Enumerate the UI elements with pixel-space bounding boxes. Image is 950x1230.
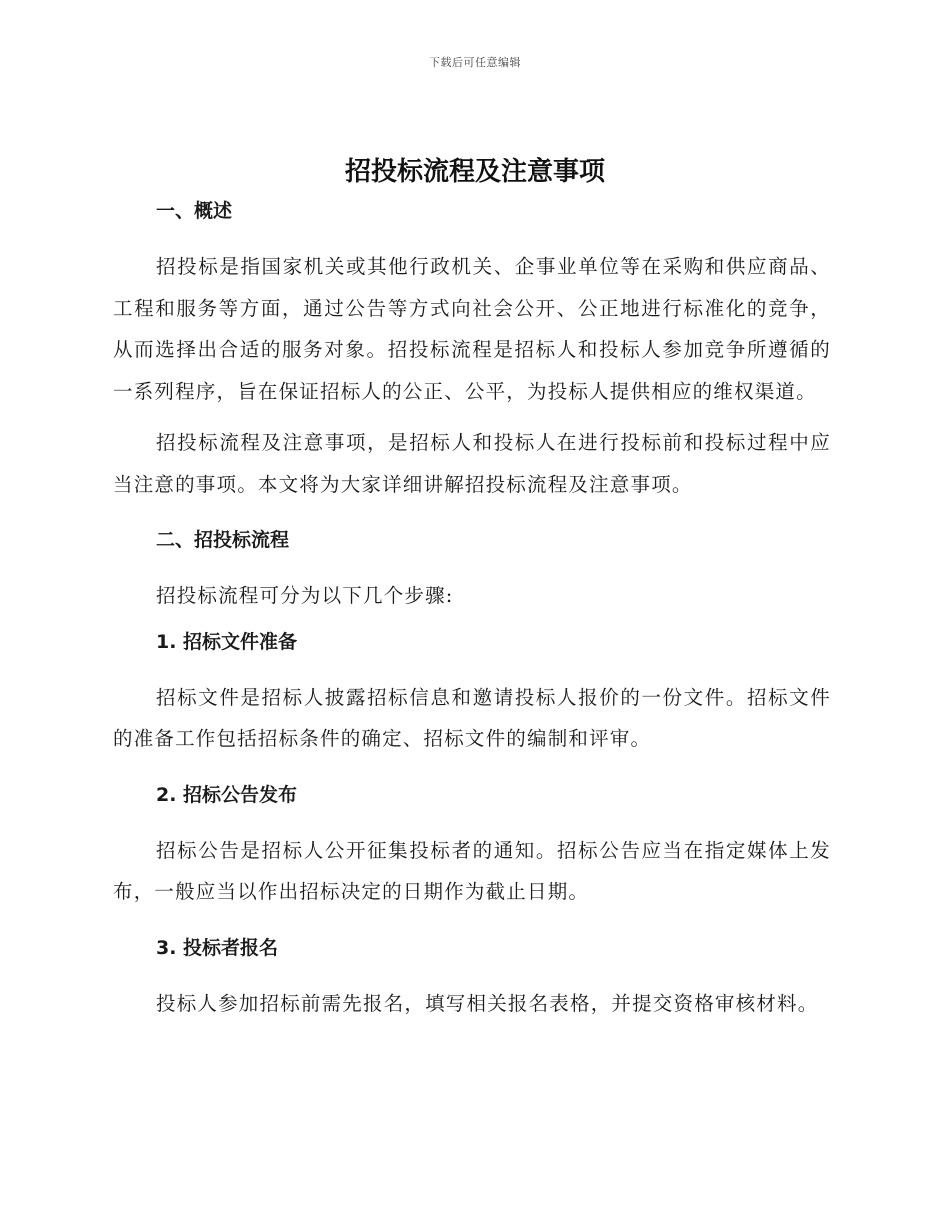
- paragraph-overview-2: 招投标流程及注意事项，是招标人和投标人在进行投标前和投标过程中应当注意的事项。本文将为大家详细讲解招投标流程及注意事项。: [113, 431, 831, 496]
- step-text-2: 招标公告是招标人公开征集投标者的通知。招标公告应当在指定媒体上发布，一般应当以作出招标决定的日期作为截止日期。: [113, 838, 831, 903]
- step-text-3: 投标人参加招标前需先报名，填写相关报名表格，并提交资格审核材料。: [156, 991, 819, 1015]
- paragraph-overview-1: 招投标是指国家机关或其他行政机关、企事业单位等在采购和供应商品、工程和服务等方面，通过公告等方式向社会公开、公正地进行标准化的竞争，从而选择出合适的服务对象。招投标流程是招标人和投标人参加竞争所遵循的一系列程序，旨在保证招标人的公正、公平，为投标人提供相应的维权渠道。: [113, 255, 831, 403]
- step-title-1: 1. 招标文件准备: [156, 630, 298, 653]
- section-heading-process: 二、招投标流程: [156, 529, 290, 551]
- step-text-1: 招标文件是招标人披露招标信息和邀请投标人报价的一份文件。招标文件的准备工作包括招标条件的确定、招标文件的编制和评审。: [113, 685, 831, 750]
- step-title-2: 2. 招标公告发布: [156, 783, 298, 806]
- paragraph-process-intro: 招投标流程可分为以下几个步骤:: [156, 584, 454, 607]
- step-title-3: 3. 投标者报名: [156, 936, 279, 959]
- page-header: 下载后可任意编辑: [429, 56, 521, 69]
- document-title: 招投标流程及注意事项: [344, 157, 605, 187]
- section-heading-overview: 一、概述: [156, 200, 233, 222]
- document-body: [113, 196, 831, 1024]
